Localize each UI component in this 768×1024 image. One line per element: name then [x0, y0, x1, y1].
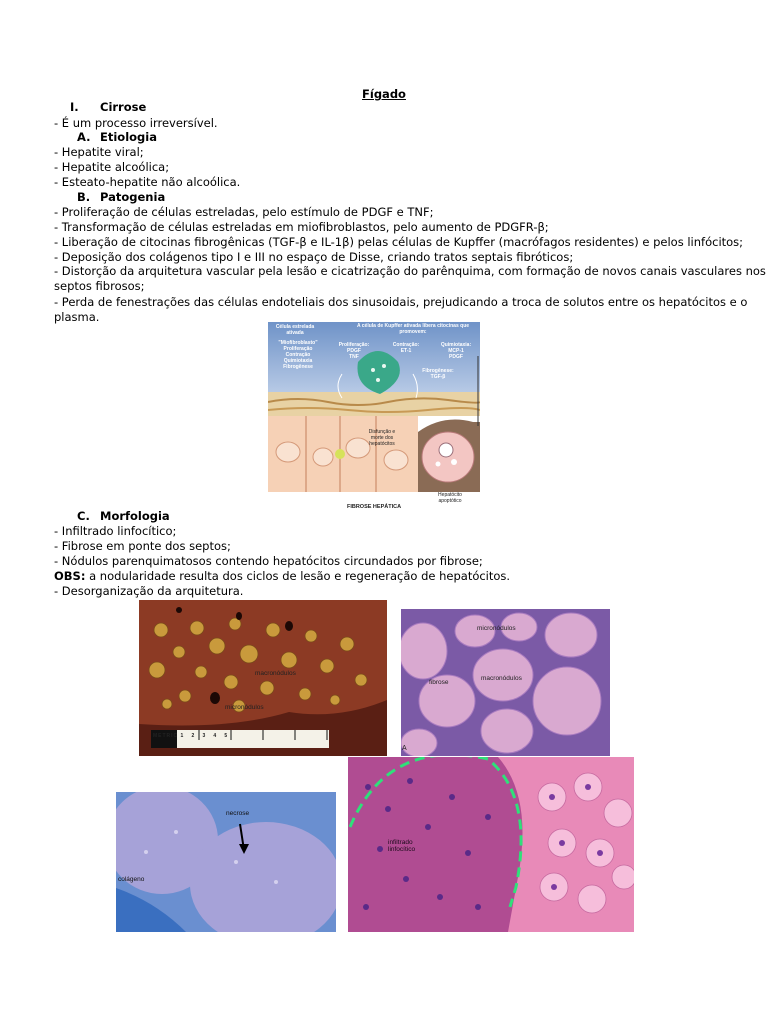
photo1-ruler: METRIC 1 2 3 4 5 [153, 733, 229, 739]
fibro-label [418, 368, 458, 380]
stellate-list [272, 340, 324, 370]
photo1-label-micronodulos: micronódulos [225, 704, 264, 711]
list-item: - Infiltrado linfocítico; [54, 524, 177, 538]
list-item: - Proliferação de células estreladas, pelo estímulo de PDGF e TNF; [54, 205, 434, 219]
quimio-label [434, 342, 478, 360]
subheading-letter: B. [77, 190, 91, 204]
subheading-letter: C. [77, 509, 90, 523]
list-item-continuation: plasma. [54, 310, 100, 324]
contr-item: ET-1 [400, 348, 412, 354]
quimio-title: Quimiotaxia: [440, 342, 472, 348]
photo1-label-macronodulos: macronódulos [255, 670, 296, 677]
obs-text: a nodularidade resulta dos ciclos de lesão e regeneração de hepatócitos. [85, 569, 511, 583]
photo4-label-line: infiltrado [388, 839, 413, 846]
diagram-caption: FIBROSE HEPÁTICA [346, 504, 402, 510]
prolif-item: PDGF [347, 348, 361, 354]
list-item-continuation: septos fibrosos; [54, 279, 145, 293]
list-item: - Deposição dos colágenos tipo I e III no espaço de Disse, criando tratos septais fibróticos; [54, 250, 574, 264]
prolif-label [334, 342, 374, 360]
obs-line [54, 569, 510, 584]
fibro-title: Fibrogênese: [422, 368, 454, 374]
photo2-label-macronodulos: macronódulos [481, 675, 522, 682]
obs-label: OBS: [54, 569, 86, 583]
histology-nodules-photo [401, 609, 610, 756]
contr-label [386, 342, 426, 354]
stellate-list-item: "Miofibroblasto" [278, 340, 318, 346]
photo2-label-fibrose: fibrose [429, 679, 449, 686]
trichrome-photo [116, 792, 336, 932]
stellate-list-item: Quimiotaxia [283, 358, 313, 364]
stellate-header: Célula estrelada ativada [275, 324, 315, 336]
fibro-item: TGF-β [430, 374, 446, 380]
prolif-title: Proliferação: [338, 342, 370, 348]
photo3-label-colageno: colágeno [118, 876, 145, 883]
quimio-item: MCP-1 [448, 348, 464, 354]
stellate-list-item: Fibrogênese [283, 364, 313, 370]
list-item: - Nódulos parenquimatosos contendo hepatócitos circundados por fibrose; [54, 554, 483, 568]
kupffer-header: A célula de Kupffer ativada libera citocinas que promovem: [356, 323, 470, 335]
photo2-corner-letter: A [402, 745, 407, 752]
apoptotico-line: apoptótico [438, 498, 462, 504]
gross-liver-photo [139, 600, 387, 756]
prolif-item: TNF [349, 354, 359, 360]
disfuncao-line: hepatócitos [369, 441, 395, 447]
page-title: Fígado [362, 87, 406, 101]
section-number: I. [70, 100, 79, 114]
list-item: - Hepatite alcoólica; [54, 160, 170, 174]
list-item: - Desorganização da arquitetura. [54, 584, 244, 598]
photo3-label-necrose: necrose [226, 810, 250, 817]
subheading-title: Patogenia [100, 190, 166, 204]
quimio-item: PDGF [449, 354, 463, 360]
list-item: - Esteato-hepatite não alcoólica. [54, 175, 241, 189]
contr-title: Contração: [392, 342, 420, 348]
stellate-list-item: Proliferação [283, 346, 313, 352]
photo4-label-line: linfocítico [388, 846, 416, 853]
he-infiltrate-photo [348, 757, 634, 932]
list-item: - Fibrose em ponte dos septos; [54, 539, 231, 553]
list-item: - Perda de fenestrações das células endoteliais dos sinusoidais, prejudicando a troca de solutos entre os hepatócitos e o [54, 295, 748, 309]
photo2-label-micronodulos: micronódulos [477, 625, 516, 632]
photo4-label-infiltrado [388, 839, 415, 853]
stellate-list-item: Contração [285, 352, 311, 358]
list-item: - Transformação de células estreladas em miofibroblastos, pelo aumento de PDGFR-β; [54, 220, 549, 234]
intro-line: - É um processo irreversível. [54, 116, 218, 130]
disfuncao-line: Disfunção e [368, 429, 396, 435]
list-item: - Hepatite viral; [54, 145, 144, 159]
subheading-title: Etiologia [100, 130, 157, 144]
list-item: - Distorção da arquitetura vascular pela lesão e cicatrização do parênquima, com formação de novos canais vasculares nos [54, 264, 766, 278]
disfuncao-line: morte dos [370, 435, 394, 441]
list-item: - Liberação de citocinas fibrogênicas (TGF-β e IL-1β) pelas células de Kupffer (macrófagos residentes) e pelos linfócitos; [54, 235, 744, 249]
section-title: Cirrose [100, 100, 147, 114]
subheading-letter: A. [77, 130, 91, 144]
fibrose-diagram [268, 322, 480, 514]
apoptotico-label [428, 492, 472, 504]
disfuncao-label [360, 429, 404, 447]
apoptotico-line: Hepatócito [438, 492, 462, 498]
subheading-title: Morfologia [100, 509, 170, 523]
